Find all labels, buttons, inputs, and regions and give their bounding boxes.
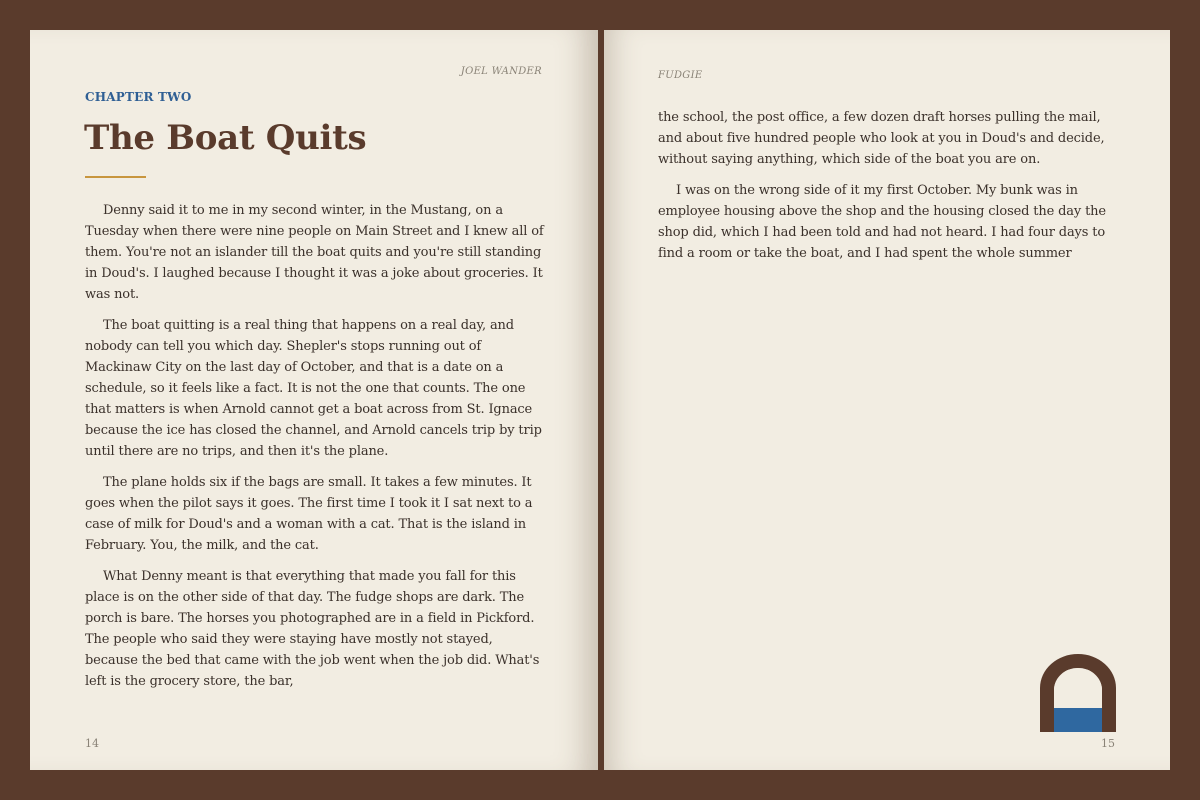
paragraph: the school, the post office, a few dozen draft horses pulling the mail, and about five hundred people who look at you in Doud's and decide, without saying anything, which side of the boat you are on. (658, 110, 1105, 167)
paragraph: Denny said it to me in my second winter, in the Mustang, on a Tuesday when there were nine people on Main Street and I knew all of them. You're not an islander till the boat quits and you're still standing in Doud's. I laughed because I thought it was a joke about groceries. It was not. (85, 203, 544, 302)
title-rule (85, 176, 146, 178)
door-water (1054, 708, 1102, 732)
running-head-book-title: FUDGIE (658, 70, 703, 81)
paragraph: The boat quitting is a real thing that happens on a real day, and nobody can tell you which day. Shepler's stops running out of Mackinaw City on the last day of October, and that is a date on a schedule, so it feels like a fact. It is not the one that counts. The one that matters is when Arnold cannot get a boat across from St. Ignace because the ice has closed the channel, and Arnold cancels trip by trip until there are no trips, and then it's the plane. (85, 318, 542, 459)
right-page (604, 30, 1170, 770)
right-body-text (658, 107, 1120, 274)
chapter-label: CHAPTER TWO (85, 90, 192, 104)
chapter-title: The Boat Quits (84, 118, 367, 158)
paragraph: What Denny meant is that everything that made you fall for this place is on the other side of that day. The fudge shops are dark. The porch is bare. The horses you photographed are in a field in Pickford. The people who said they were staying have mostly not stayed, because the bed that came with the job went when the job did. What's left is the grocery store, the bar, (85, 569, 540, 689)
page-number-right: 15 (1101, 737, 1115, 750)
page-number-left: 14 (85, 737, 99, 750)
paragraph: The plane holds six if the bags are small. It takes a few minutes. It goes when the pilot says it goes. The first time I took it I sat next to a case of milk for Doud's and a woman with a cat. That is the island in February. You, the milk, and the cat. (85, 475, 533, 553)
running-head-author: JOEL WANDER (460, 66, 542, 77)
arched-door-icon (1040, 654, 1116, 732)
paragraph: I was on the wrong side of it my first October. My bunk was in employee housing above the shop and the housing closed the day the shop did, which I had been told and had not heard. I had four days to find a room or take the boat, and I had spent the whole summer (658, 183, 1106, 261)
left-body-text (85, 200, 549, 702)
left-page (30, 30, 598, 770)
